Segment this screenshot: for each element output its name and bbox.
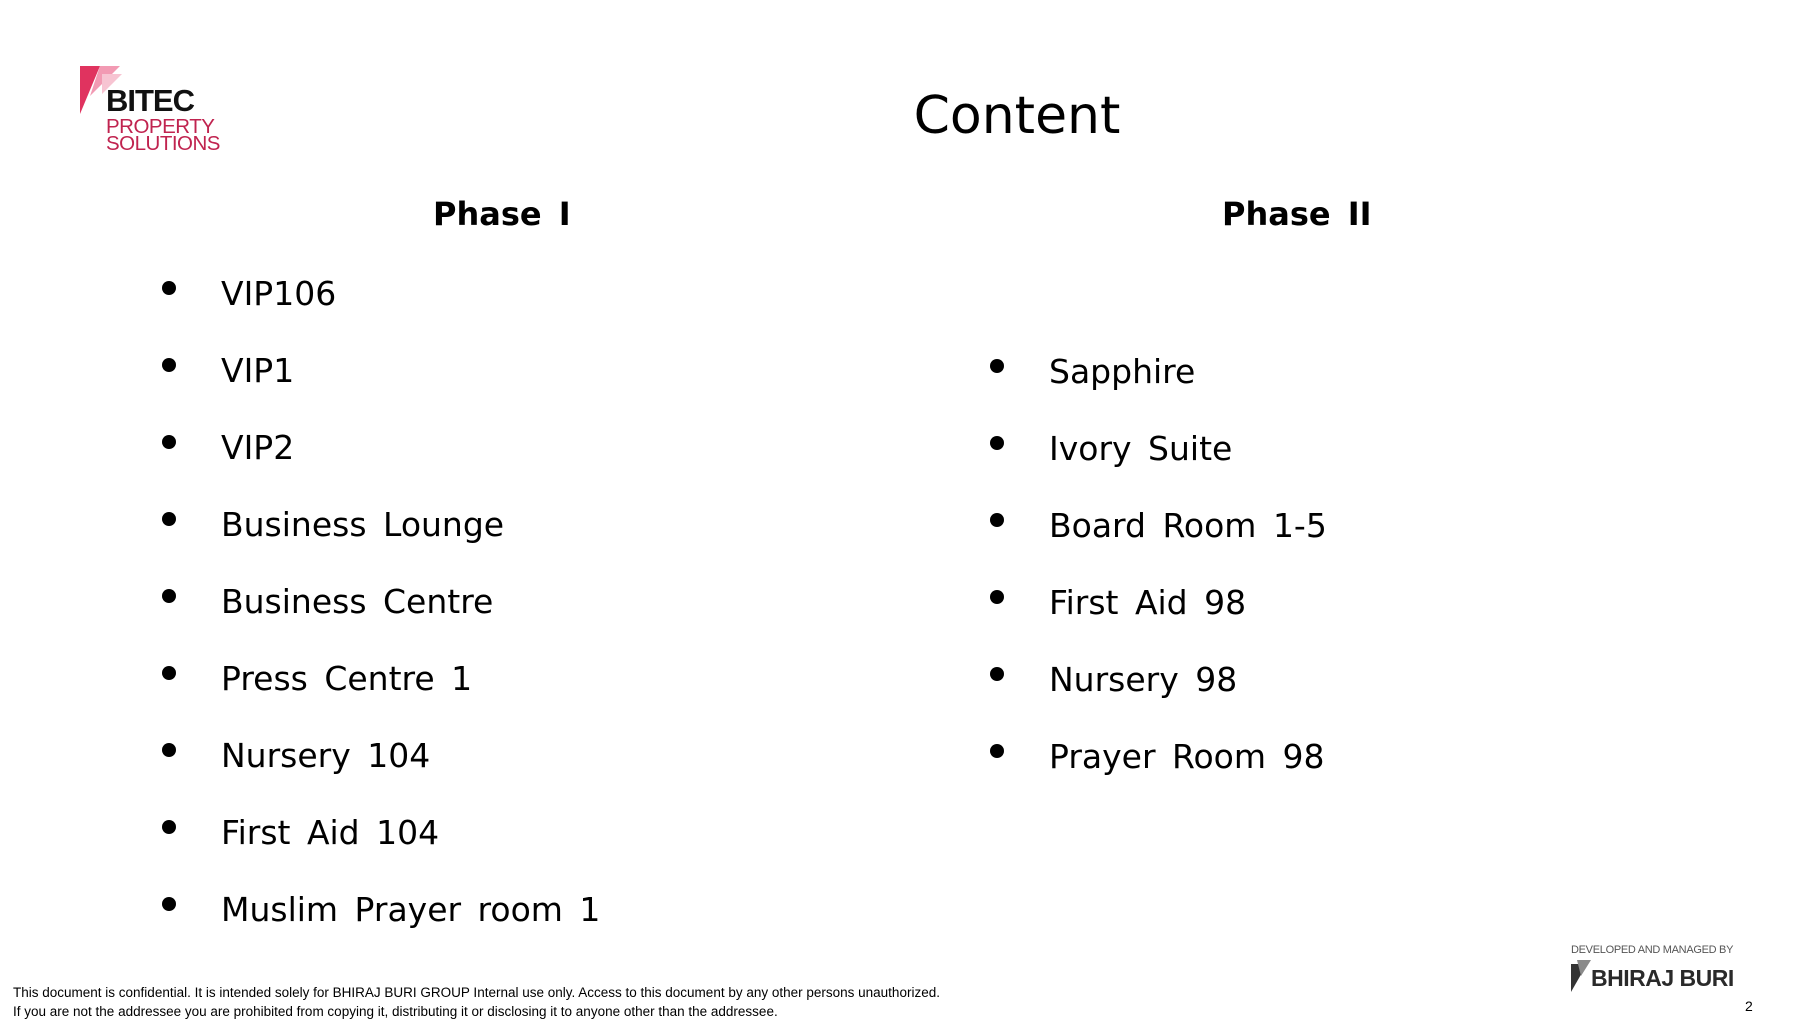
bullet-icon — [162, 281, 176, 295]
list-item-text: VIP106 — [221, 274, 337, 313]
list-item-text: VIP2 — [221, 428, 295, 467]
bullet-icon — [162, 512, 176, 526]
bullet-icon — [990, 744, 1004, 758]
list-item-text: Business Lounge — [221, 505, 505, 544]
list-item-text: Press Centre 1 — [221, 659, 473, 698]
list-item-text: First Aid 104 — [221, 813, 440, 852]
logo-name: BITEC — [106, 83, 194, 118]
list-item-text: Ivory Suite — [1049, 429, 1233, 468]
bullet-icon — [162, 820, 176, 834]
phase2-heading: Phase II — [1222, 195, 1372, 233]
logo-subtitle-line1: PROPERTY — [106, 115, 215, 138]
disclaimer-line-1: This document is confidential. It is intended solely for BHIRAJ BURI GROUP Internal use only. Access to this document by any other persons unauthorized. — [13, 985, 940, 1000]
list-item-text: Nursery 104 — [221, 736, 431, 775]
list-item-text: Sapphire — [1049, 352, 1196, 391]
developer-name: BHIRAJ BURI — [1591, 965, 1734, 991]
bullet-icon — [990, 436, 1004, 450]
list-item-text: Business Centre — [221, 582, 494, 621]
page-number: 2 — [1745, 998, 1753, 1014]
list-item-text: Prayer Room 98 — [1049, 737, 1325, 776]
bullet-icon — [162, 666, 176, 680]
bullet-icon — [162, 435, 176, 449]
bullet-icon — [162, 589, 176, 603]
bhiraj-buri-mark-icon — [1571, 960, 1593, 994]
logo-subtitle-line2: SOLUTIONS — [106, 132, 220, 155]
list-item-text: Nursery 98 — [1049, 660, 1238, 699]
bullet-icon — [162, 897, 176, 911]
list-item-text: First Aid 98 — [1049, 583, 1247, 622]
developed-by-label: DEVELOPED AND MANAGED BY — [1571, 944, 1734, 956]
disclaimer-line-2: If you are not the addressee you are prohibited from copying it, distributing it or disclosing it to anyone other than the addressee. — [13, 1004, 778, 1019]
confidentiality-disclaimer — [13, 983, 940, 1021]
list-item-text: Board Room 1-5 — [1049, 506, 1327, 545]
developer-logo — [1571, 940, 1751, 1000]
phase1-heading: Phase I — [433, 195, 571, 233]
bullet-icon — [990, 667, 1004, 681]
bullet-icon — [990, 513, 1004, 527]
bullet-icon — [162, 743, 176, 757]
bullet-icon — [990, 590, 1004, 604]
page-title-text: Content — [913, 86, 1121, 146]
bullet-icon — [162, 358, 176, 372]
page-title — [0, 88, 1800, 145]
bullet-icon — [990, 359, 1004, 373]
list-item-text: VIP1 — [221, 351, 295, 390]
list-item-text: Muslim Prayer room 1 — [221, 890, 601, 929]
